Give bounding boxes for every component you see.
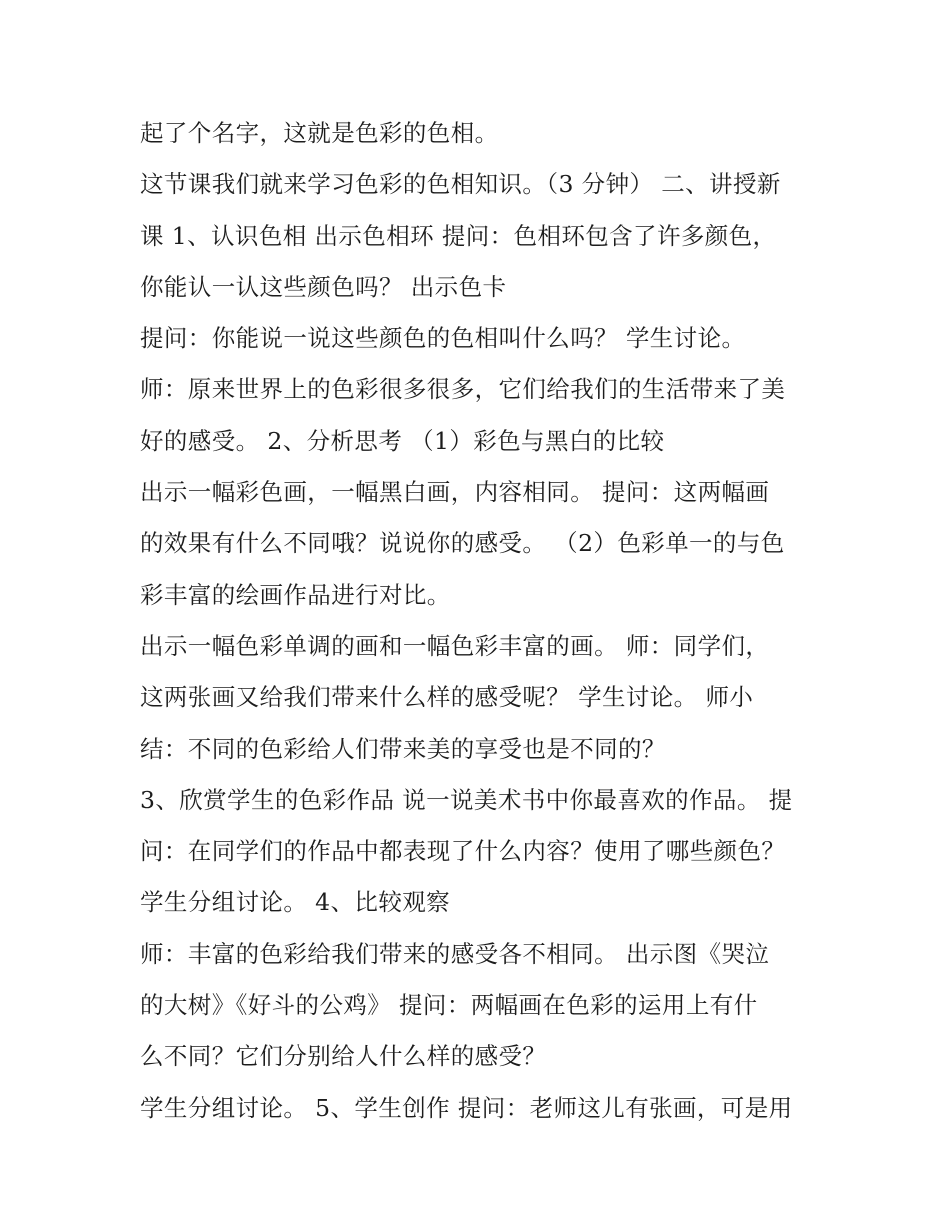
document-text-body (140, 108, 830, 1134)
text-line: 学生分组讨论。 4、比较观察 (140, 888, 451, 917)
text-line: 出示一幅色彩单调的画和一幅色彩丰富的画。 师：同学们， (140, 631, 770, 660)
text-line: 问：在同学们的作品中都表现了什么内容？使用了哪些颜色？ (140, 837, 786, 866)
text-line: 彩丰富的绘画作品进行对比。 (140, 580, 451, 609)
text-line: 这两张画又给我们带来什么样的感受呢？ 学生讨论。 师小 (140, 683, 754, 712)
text-line: 结：不同的色彩给人们带来美的享受也是不同的？ (140, 734, 666, 763)
text-line: 好的感受。 2、分析思考 （1）彩色与黑白的比较 (140, 426, 665, 455)
text-line: 师：原来世界上的色彩很多很多，它们给我们的生活带来了美 (140, 375, 786, 404)
text-line: 起了个名字，这就是色彩的色相。 (140, 119, 499, 147)
text-line: 这节课我们就来学习色彩的色相知识。（3 分钟） 二、讲授新 (140, 170, 781, 199)
text-line: 么不同？它们分别给人什么样的感受？ (140, 1042, 547, 1071)
text-line: 3、欣赏学生的色彩作品 说一说美术书中你最喜欢的作品。 提 (140, 785, 793, 814)
text-line: 课 1、认识色相 出示色相环 提问：色相环包含了许多颜色， (140, 221, 777, 250)
text-line: 学生分组讨论。 5、学生创作 提问：老师这儿有张画，可是用 (140, 1093, 793, 1122)
text-line: 出示一幅彩色画，一幅黑白画，内容相同。 提问：这两幅画 (140, 478, 770, 507)
text-line: 的效果有什么不同哦？说说你的感受。 （2）色彩单一的与色 (140, 529, 785, 558)
text-line: 你能认一认这些颜色吗？ 出示色卡 (140, 272, 507, 301)
text-line: 提问：你能说一说这些颜色的色相叫什么吗？ 学生讨论。 (140, 324, 746, 353)
text-line: 师：丰富的色彩给我们带来的感受各不相同。 出示图《哭泣 (140, 939, 770, 968)
text-line: 的大树》《好斗的公鸡》 提问：两幅画在色彩的运用上有什 (140, 991, 758, 1020)
